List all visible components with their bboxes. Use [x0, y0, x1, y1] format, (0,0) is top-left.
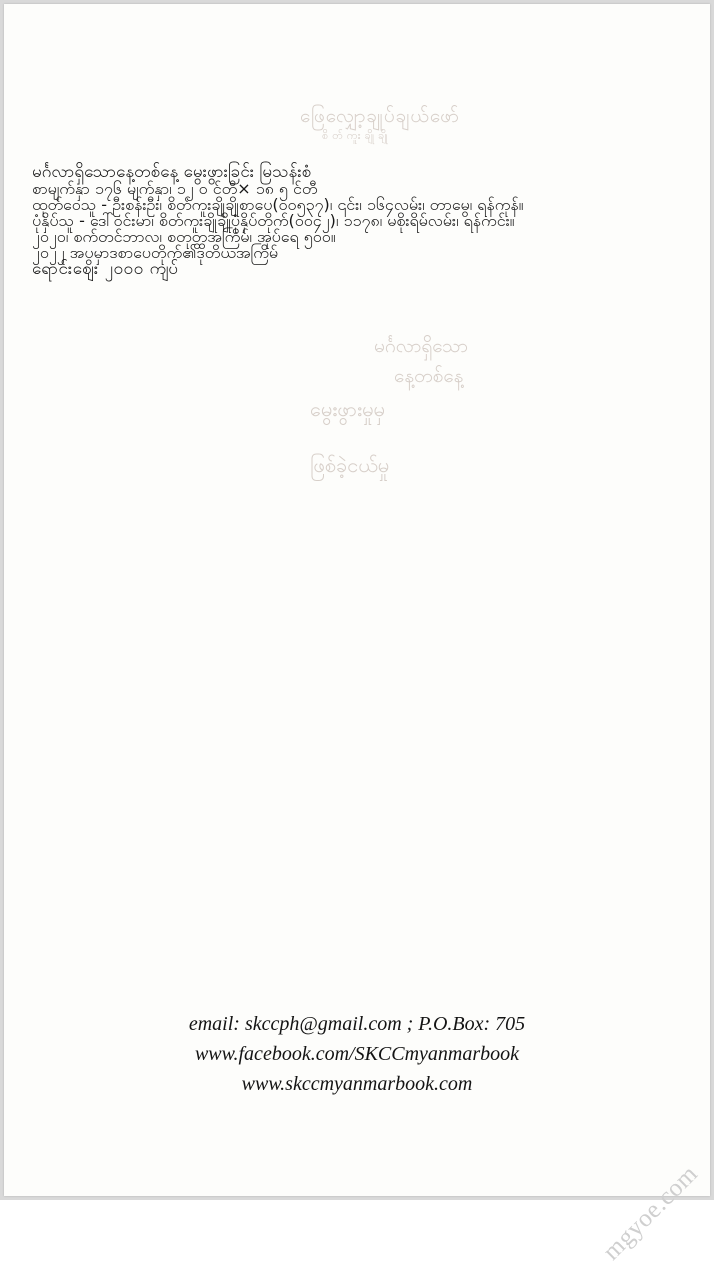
publisher-line: ထုတ်ဝေသူ - ဦးစန်းဦး၊ စိတ်ကူးချိုချိုစာပေ(၀၀၅၃၇)၊ ၎င်း၊ ၁၆၄လမ်း၊ တာမွေ၊ ရန်ကုန်။: [32, 195, 524, 214]
email-line: email: skccph@gmail.com ; P.O.Box: 705: [188, 1013, 526, 1035]
website-line: www.skccmyanmarbook.com: [241, 1073, 473, 1095]
price-line: ရောင်းဈေး ၂၀၀၀ ကျပ်: [32, 259, 179, 279]
edition-printing-line: ၂၀၂၀၊ စက်တင်ဘာလ၊ စတုတ္ထအကြိမ်၊ အုပ်ရေ ၅၀၀။: [32, 227, 336, 246]
bleed-through-text-1: ဖြေလျှော့ချုပ်ချယ်ဖော်: [300, 105, 460, 127]
page-extent-line: စာမျက်နှာ ၁၇၆ မျက်နှာ၊ ၁၂ ၀ င်တီ× ၁၈ ၅ င်တီ: [32, 179, 318, 198]
printer-line: ပုံနှိပ်သူ - ဒေါ်ဝင်းမာ၊ စိတ်ကူးချိုချိုပုံနှိပ်တိုက်(၀၀၄၂)၊ ၁၁၇၈၊ မစိုးရိမ်လမ်း၊ ရန်ကင်း။: [32, 211, 515, 230]
publisher-contact-footer: [4, 1009, 710, 1099]
bleed-through-text-6: ဖြစ်ခဲ့ငယ်မှု: [310, 453, 390, 477]
scan-watermark: mgyoe.com: [598, 1160, 704, 1266]
book-title-line: မင်္ဂလာရှိသောနေ့တစ်နေ့ မွေးဖွားခြင်း မြသန်းစံ: [32, 162, 312, 182]
bleed-through-text-3: မင်္ဂလာရှိသော: [374, 335, 468, 357]
bleed-through-text-5: မွေးဖွားမှုမှ: [310, 397, 385, 421]
page-sheet: [4, 4, 710, 1266]
second-edition-line: ၂၀၂၂ အပွမှာဒစာပေတိုက်၏ဒုတိယအကြိမ်: [32, 243, 279, 262]
colophon-block: [32, 164, 672, 278]
bleed-through-text-4: နေ့တစ်နေ့: [394, 365, 464, 387]
bleed-through-text-2: စိတ်ကူးချိုချို: [322, 129, 392, 142]
facebook-line: www.facebook.com/SKCCmyanmarbook: [194, 1043, 520, 1065]
